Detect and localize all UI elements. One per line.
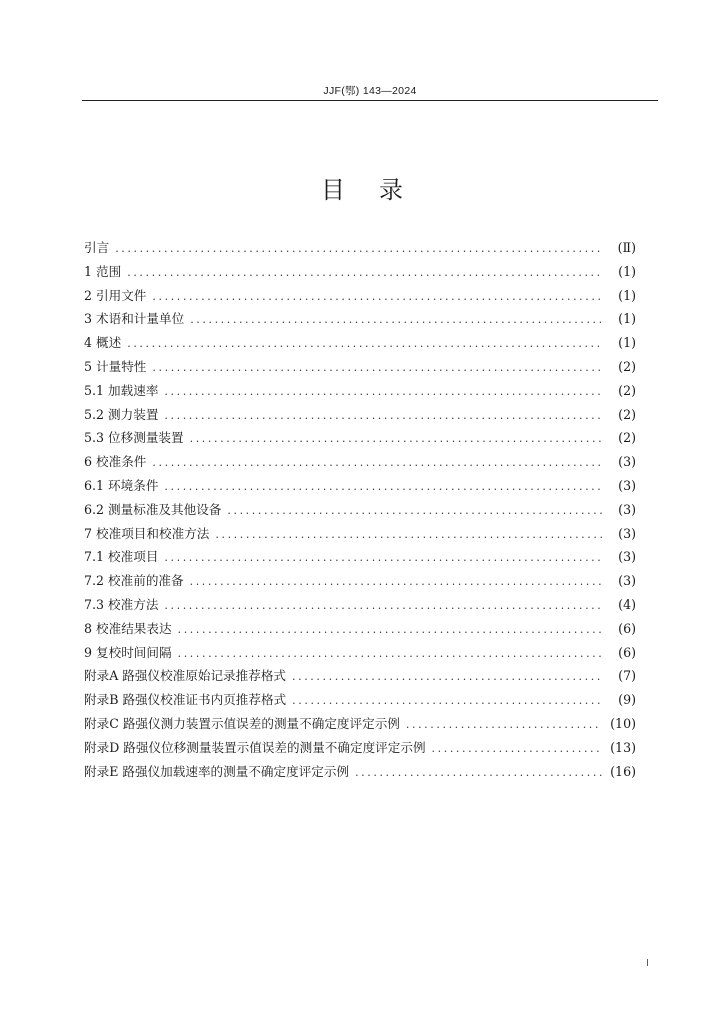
toc-entry-page: (6) (618, 644, 636, 660)
toc-entry-page: (2) (618, 406, 636, 422)
toc-entry-page: (1) (618, 335, 636, 351)
toc-entry-label: 6 校准条件 (84, 454, 147, 470)
toc-entry-page: (7) (618, 668, 636, 684)
toc-entry-label: 附录C 路强仪测力装置示值误差的测量不确定度评定示例 (84, 715, 400, 731)
page-number: Ⅰ (646, 958, 649, 969)
toc-entry-label: 2 引用文件 (84, 287, 147, 303)
toc-entry-label: 5.1 加载速率 (84, 382, 159, 398)
toc-entry-page: (3) (618, 501, 636, 517)
toc-entry[interactable] (84, 761, 636, 785)
toc-entry[interactable] (84, 404, 636, 428)
toc-entry[interactable] (84, 642, 636, 666)
toc-entry-page: (Ⅱ) (617, 240, 636, 255)
toc-entry-label: 8 校准结果表达 (84, 620, 172, 636)
toc-entry-label: 附录E 路强仪加载速率的测量不确定度评定示例 (84, 763, 350, 779)
toc-entry-label: 7 校准项目和校准方法 (84, 525, 210, 541)
dot-leader (355, 766, 602, 779)
toc-entry[interactable] (84, 689, 636, 713)
dot-leader (152, 456, 602, 469)
toc-entry-label: 5.3 位移测量装置 (84, 430, 184, 446)
dot-leader (127, 266, 602, 279)
toc-entry[interactable] (84, 237, 636, 261)
toc-entry-page: (10) (610, 715, 636, 731)
dot-leader (215, 528, 602, 541)
toc-entry[interactable] (84, 546, 636, 570)
toc-entry[interactable] (84, 308, 636, 332)
toc-entry-label: 5.2 测力装置 (84, 406, 159, 422)
toc-entry-label: 7.1 校准项目 (84, 549, 159, 565)
toc-entry-page: (4) (618, 596, 636, 612)
dot-leader (292, 694, 602, 707)
toc-entry-page: (9) (618, 692, 636, 708)
toc-entry[interactable] (84, 285, 636, 309)
dot-leader (292, 670, 602, 683)
toc-entry[interactable] (84, 475, 636, 499)
toc-entry[interactable] (84, 570, 636, 594)
toc-entry-label: 1 范围 (84, 263, 122, 279)
dot-leader (227, 504, 602, 517)
toc-entry-label: 6.1 环境条件 (84, 477, 159, 493)
toc-entry-label: 7.2 校准前的准备 (84, 573, 184, 589)
toc-entry[interactable] (84, 261, 636, 285)
dot-leader (164, 599, 602, 612)
toc-entry[interactable] (84, 665, 636, 689)
toc-entry-label: 6.2 测量标准及其他设备 (84, 501, 222, 517)
toc-entry-page: (13) (610, 739, 636, 755)
toc-entry-page: (6) (618, 620, 636, 636)
toc-entry-label: 7.3 校准方法 (84, 596, 159, 612)
toc-entry-label: 9 复校时间间隔 (84, 644, 172, 660)
toc-entry-label: 引言 (84, 240, 110, 255)
dot-leader (164, 385, 602, 398)
toc-entry-page: (1) (618, 287, 636, 303)
dot-leader (190, 432, 602, 445)
dot-leader (164, 409, 602, 422)
toc-entry-page: (3) (618, 573, 636, 589)
toc-entry[interactable] (84, 427, 636, 451)
toc-entry-page: (3) (618, 549, 636, 565)
toc-entry[interactable] (84, 356, 636, 380)
toc-entry-page: (3) (618, 454, 636, 470)
toc-entry-label: 5 计量特性 (84, 358, 147, 374)
toc-entry-page: (3) (618, 477, 636, 493)
toc-entry[interactable] (84, 332, 636, 356)
toc-entry[interactable] (84, 451, 636, 475)
toc-entry-label: 附录B 路强仪校准证书内页推荐格式 (84, 692, 287, 708)
toc-entry-label: 3 术语和计量单位 (84, 311, 185, 327)
toc-entry-page: (2) (618, 358, 636, 374)
toc-entry-label: 附录A 路强仪校准原始记录推荐格式 (84, 668, 287, 684)
dot-leader (432, 742, 602, 755)
toc-entry-page: (1) (618, 311, 636, 327)
dot-leader (178, 623, 602, 636)
page-title: 目录 (321, 176, 437, 204)
table-of-contents (84, 237, 636, 784)
toc-entry-page: (3) (618, 525, 636, 541)
dot-leader (152, 290, 602, 303)
toc-entry[interactable] (84, 380, 636, 404)
toc-entry-label: 4 概述 (84, 335, 122, 351)
toc-entry[interactable] (84, 737, 636, 761)
toc-entry[interactable] (84, 594, 636, 618)
toc-entry-page: (16) (610, 763, 636, 779)
dot-leader (115, 242, 602, 255)
toc-entry[interactable] (84, 523, 636, 547)
running-header: JJF(鄂) 143—2024 (323, 85, 417, 97)
dot-leader (190, 313, 602, 326)
toc-entry-label: 附录D 路强仪位移测量装置示值误差的测量不确定度评定示例 (84, 739, 426, 755)
toc-entry-page: (1) (618, 263, 636, 279)
dot-leader (127, 337, 602, 350)
dot-leader (164, 551, 602, 564)
dot-leader (164, 480, 602, 493)
toc-entry[interactable] (84, 713, 636, 737)
toc-entry[interactable] (84, 618, 636, 642)
dot-leader (406, 718, 602, 731)
dot-leader (178, 647, 602, 660)
toc-entry-page: (2) (618, 430, 636, 446)
dot-leader (152, 361, 602, 374)
toc-entry-page: (2) (618, 382, 636, 398)
header-rule (82, 100, 658, 101)
toc-entry[interactable] (84, 499, 636, 523)
dot-leader (190, 575, 602, 588)
